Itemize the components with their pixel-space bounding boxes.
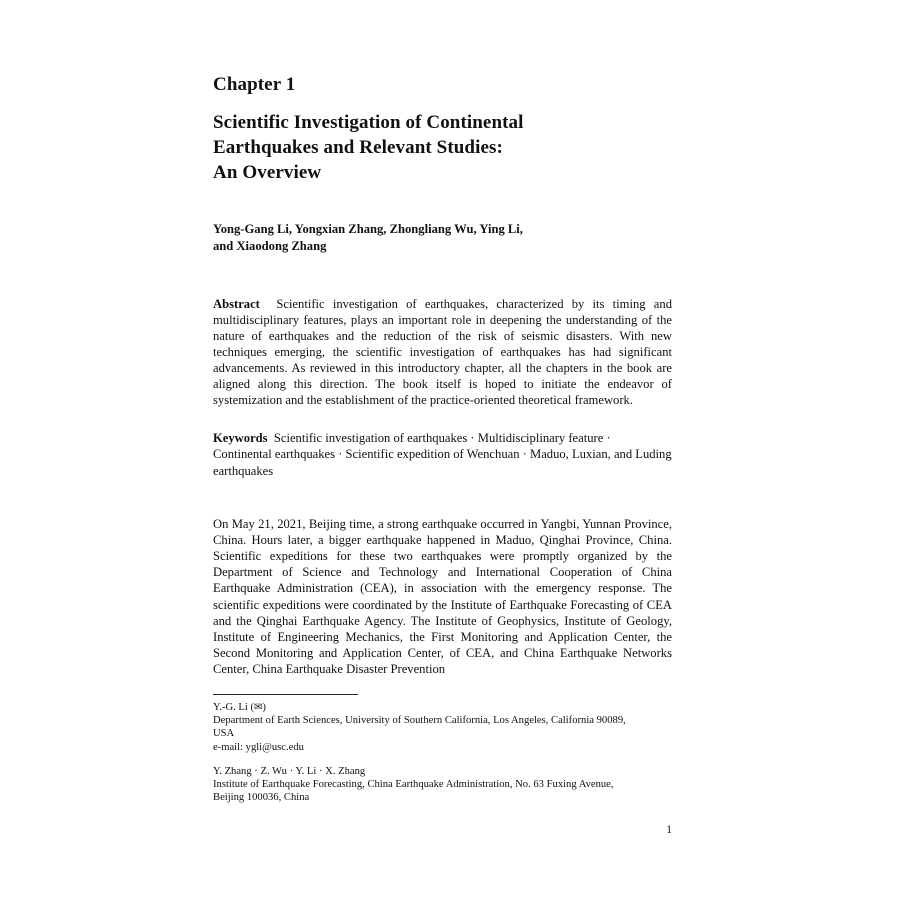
abstract-text: Scientific investigation of earthquakes, characterized by its timing and multidisciplinary features, plays an important role in deepening the understanding of the nature of earthquakes and the reduction of the risk of seismic disasters. With new techniques emerging, the scientific investigation of earthquakes has had significant advancements. As reviewed in this introductory chapter, all the chapters in the book are aligned along this direction. The book itself is hoped to initiate the endeavor of systemization and the establishment of the practice-oriented theoretical framework. [213,296,672,408]
page-title [213,110,672,185]
author-list [213,221,672,255]
chapter-title-line-2: Earthquakes and Relevant Studies: [213,136,503,158]
chapter-title-line-3: An Overview [213,161,322,183]
paren-close: ) [262,702,266,713]
abstract-label: Abstract [213,296,260,311]
chapter-title-line-1: Scientific Investigation of Continental [213,111,524,133]
corresponding-affiliation-line-2: USA [213,728,235,740]
author-line-1: Yong-Gang Li, Yongxian Zhang, Zhongliang Wu, Ying Li, [213,221,523,236]
author-line-2: and Xiaodong Zhang [213,238,327,253]
chapter-heading-block [213,0,672,185]
coauthor-names-line: Y. Zhang · Z. Wu · Y. Li · X. Zhang [213,765,366,777]
body-paragraph: On May 21, 2021, Beijing time, a strong earthquake occurred in Yangbi, Yunnan Province, China. Hours later, a bigger earthquake happened in Maduo, Qinghai Province, China. Scientific expeditions for these two earthquakes were promptly organized by the Department of Science and Technology and International Cooperation of China Earthquake Administration (CEA), in association with the emergency response. The scientific expeditions were coordinated by the Institute of Earthquake Forecasting of CEA and the Qinghai Earthquake Agency. The Institute of Geophysics, Institute of Geology, Institute of Engineering Mechanics, the First Monitoring and Application Center, the Second Monitoring and Application Center, of CEA, and China Earthquake Networks Center, China Earthquake Disaster Prevention [213,516,672,677]
footnote-block [213,694,672,804]
chapter-label: Chapter 1 [213,74,296,95]
corresponding-author-footnote [213,701,672,754]
coauthor-affiliation-line-2: Beijing 100036, China [213,792,310,804]
paren-open: ( [250,702,255,713]
keywords-label: Keywords [213,431,268,446]
envelope-icon: ✉ [254,702,263,713]
page-content-column [213,0,672,690]
corresponding-author-line [213,701,672,714]
keywords-text: Scientific investigation of earthquakes · Multidisciplinary feature · Continental earthquakes · Scientific expedition of Wenchuan · Maduo, Luxian, and Luding earthquakes [213,431,672,478]
corresponding-affiliation-line-1: Department of Earth Sciences, University of Southern California, Los Angeles, California 90089, [213,715,626,727]
corresponding-author-name: Y.-G. Li [213,702,248,713]
coauthors-footnote [213,765,672,805]
page-number: 1 [666,824,672,836]
keywords-section [213,430,672,478]
abstract-section [213,296,672,409]
corresponding-email-line: e-mail: ygli@usc.edu [213,741,304,753]
footnote-separator-rule [213,694,358,695]
coauthor-affiliation-line-1: Institute of Earthquake Forecasting, China Earthquake Administration, No. 63 Fuxing Avenue, [213,779,614,791]
